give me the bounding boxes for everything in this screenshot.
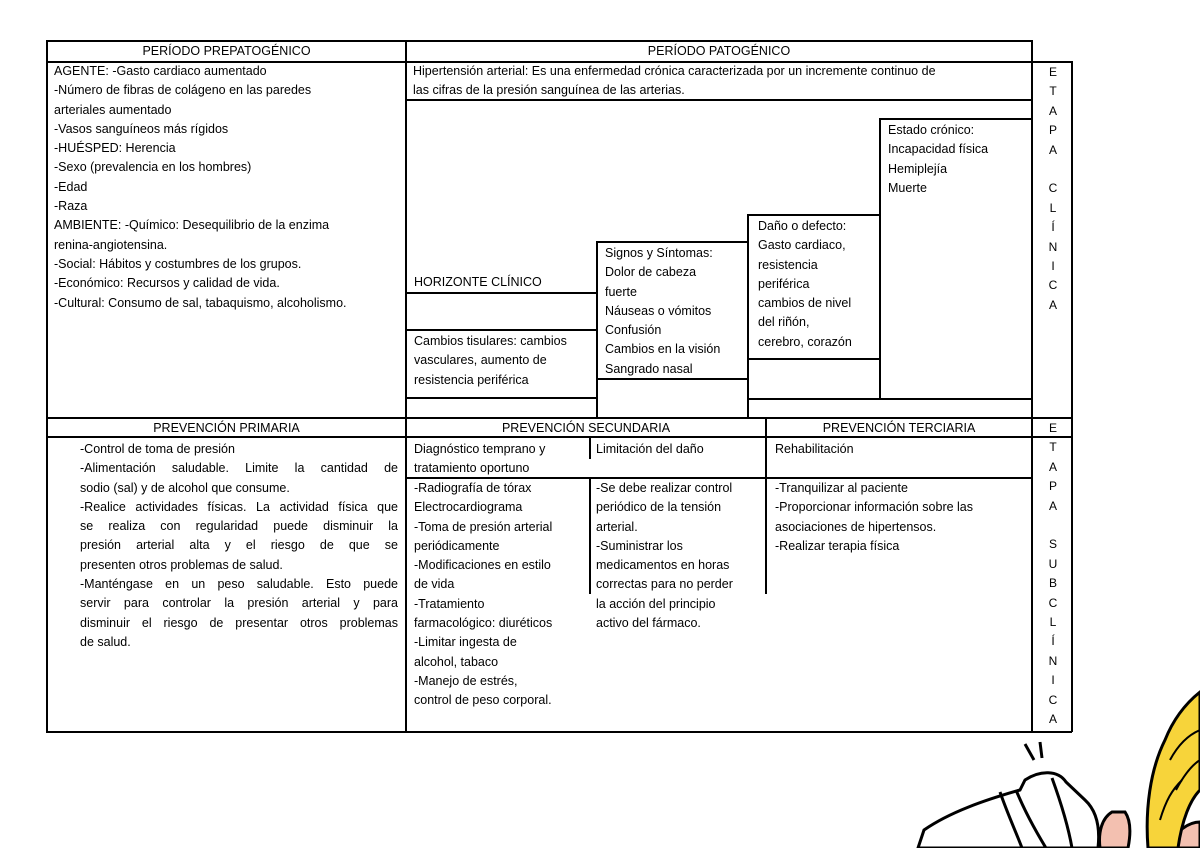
rehabilitacion-list: -Tranquilizar al paciente -Proporcionar información sobre las asociaciones de hipertensos. -Realizar terapia física: [775, 481, 974, 553]
prepatogenico-text: AGENTE: -Gasto cardiaco aumentado -Número de fibras de colágeno en las paredes arteriales aumentado -Vasos sanguíneos más rígidos -HUÉSPED: Herencia -Sexo (prevalencia en los hombres) -Edad -Raza AMBIENTE: -Químico: Desequilibrio de la enzima renina-angiotensina. -Social: Hábitos y costumbres de los grupos. -Económico: Recursos y calidad de vida. -Cultural: Consumo de sal, tabaquismo, alcoholismo.: [54, 64, 347, 310]
header-prepatogenico: PERÍODO PREPATOGÉNICO: [142, 44, 311, 58]
definicion-text: Hipertensión arterial: Es una enfermedad crónica caracterizada por un incremente continuo de las cifras de la presión sanguínea de las arterias.: [413, 64, 936, 98]
prevencion-primaria-text: -Control de toma de presión -Alimentación saludable. Limite la cantidad de sodio (sal) y de alcohol que consume. -Realice actividades físicas. La actividad física que se realiza con regularidad puede disminuir la presión arterial alta y el riesgo de que se presenten otros problemas de salud. -Manténgase en un peso saludable. Esto puede servir para controlar la presión arterial y para disminuir el riesgo de presentar otros problemas de salud.: [80, 442, 398, 649]
header-prevencion-terciaria: PREVENCIÓN TERCIARIA: [822, 421, 976, 435]
estado-cronico: Estado crónico: Incapacidad física Hemiplejía Muerte: [888, 123, 989, 195]
horizonte-clinico: HORIZONTE CLÍNICO: [414, 275, 542, 289]
etapa-clinica-label: E T A P A C L Í N I C A: [1048, 65, 1058, 312]
diagnostico-title: Diagnóstico temprano y tratamiento oportuno: [414, 442, 546, 476]
rehabilitacion-title: Rehabilitación: [775, 442, 854, 456]
nurse-cap-shape: [918, 742, 1099, 848]
diagnostico-list: -Radiografía de tórax Electrocardiograma -Toma de presión arterial periódicamente -Modificaciones en estilo de vida -Tratamiento farmacológico: diuréticos -Limitar ingesta de alcohol, tabaco -Manejo de estrés, control de peso corporal.: [414, 481, 553, 708]
header-prevencion-primaria: PREVENCIÓN PRIMARIA: [153, 421, 300, 435]
etapa-subclinica-label: E T A P A S U B C L Í N I C A: [1048, 421, 1058, 727]
cambios-tisulares: Cambios tisulares: cambios vasculares, aumento de resistencia periférica: [414, 334, 567, 387]
header-prevencion-secundaria: PREVENCIÓN SECUNDARIA: [501, 421, 671, 435]
limitacion-list: -Se debe realizar control periódico de la tensión arterial. -Suministrar los medicamentos en horas correctas para no perder la acción del principio activo del fármaco.: [596, 481, 733, 631]
header-patogenico: PERÍODO PATOGÉNICO: [647, 44, 791, 58]
limitacion-title: Limitación del daño: [596, 442, 704, 456]
signos-sintomas: Signos y Síntomas: Dolor de cabeza fuerte Náuseas o vómitos Confusión Cambios en la visión Sangrado nasal: [605, 246, 721, 376]
dano-defecto: Daño o defecto: Gasto cardiaco, resistencia periférica cambios de nivel del riñón, cerebro, corazón: [758, 219, 852, 349]
